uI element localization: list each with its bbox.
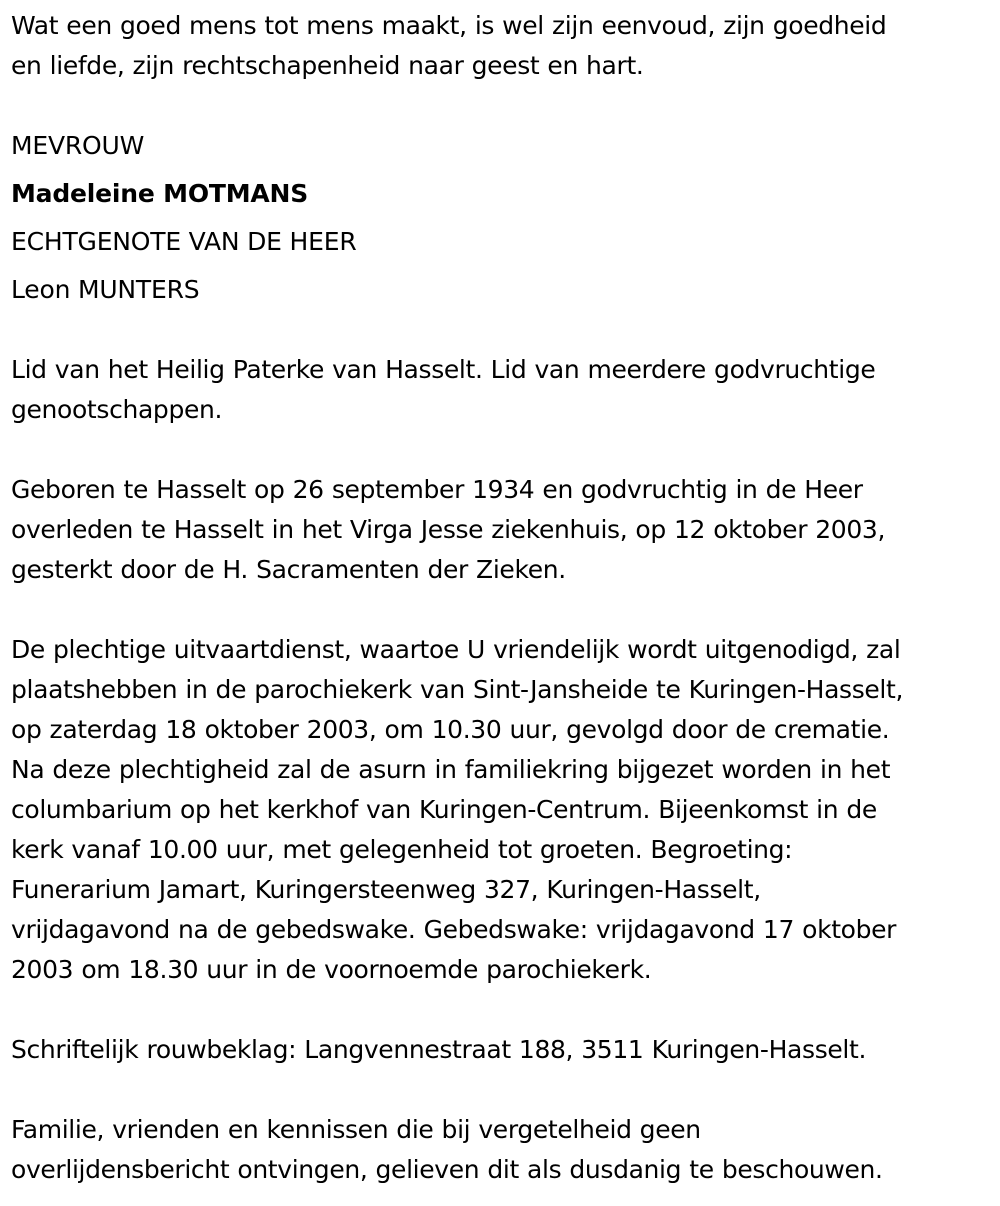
opening-quote: Wat een goed mens tot mens maakt, is wel zijn eenvoud, zijn goedheid en liefde, zijn rechtschapenheid naar geest en hart. [11, 11, 887, 80]
honorific-title: MEVROUW [11, 131, 145, 160]
family-note: Familie, vrienden en kennissen die bij vergetelheid geen overlijdensbericht ontvingen, gelieven dit als dusdanig te beschouwen. [11, 1115, 883, 1184]
spouse-name: Leon MUNTERS [11, 275, 200, 304]
birth-death-paragraph: Geboren te Hasselt op 26 september 1934 en godvruchtig in de Heer overleden te Hasselt in het Virga Jesse ziekenhuis, op 12 oktober 2003, gesterkt door de H. Sacramenten der Zieken. [11, 475, 886, 584]
deceased-name: Madeleine MOTMANS [11, 179, 309, 208]
condolence-address: Schriftelijk rouwbeklag: Langvennestraat 188, 3511 Kuringen-Hasselt. [11, 1035, 867, 1064]
membership-paragraph: Lid van het Heilig Paterke van Hasselt. Lid van meerdere godvruchtige genootschappen. [11, 355, 876, 424]
funeral-paragraph: De plechtige uitvaartdienst, waartoe U vriendelijk wordt uitgenodigd, zal plaatshebben in de parochiekerk van Sint-Jansheide te Kuringen-Hasselt, op zaterdag 18 oktober 2003, om 10.30 uur, gevolgd door de crematie. Na deze plechtigheid zal de asurn in familiekring bijgezet worden in het columbarium op het kerkhof van Kuringen-Centrum. Bijeenkomst in de kerk vanaf 10.00 uur, met gelegenheid tot groeten. Begroeting: Funerarium Jamart, Kuringersteenweg 327, Kuringen-Hasselt, vrijdagavond na de gebedswake. Gebedswake: vrijdagavond 17 oktober 2003 om 18.30 uur in de voornoemde parochiekerk. [11, 635, 904, 984]
spouse-label: ECHTGENOTE VAN DE HEER [11, 227, 357, 256]
